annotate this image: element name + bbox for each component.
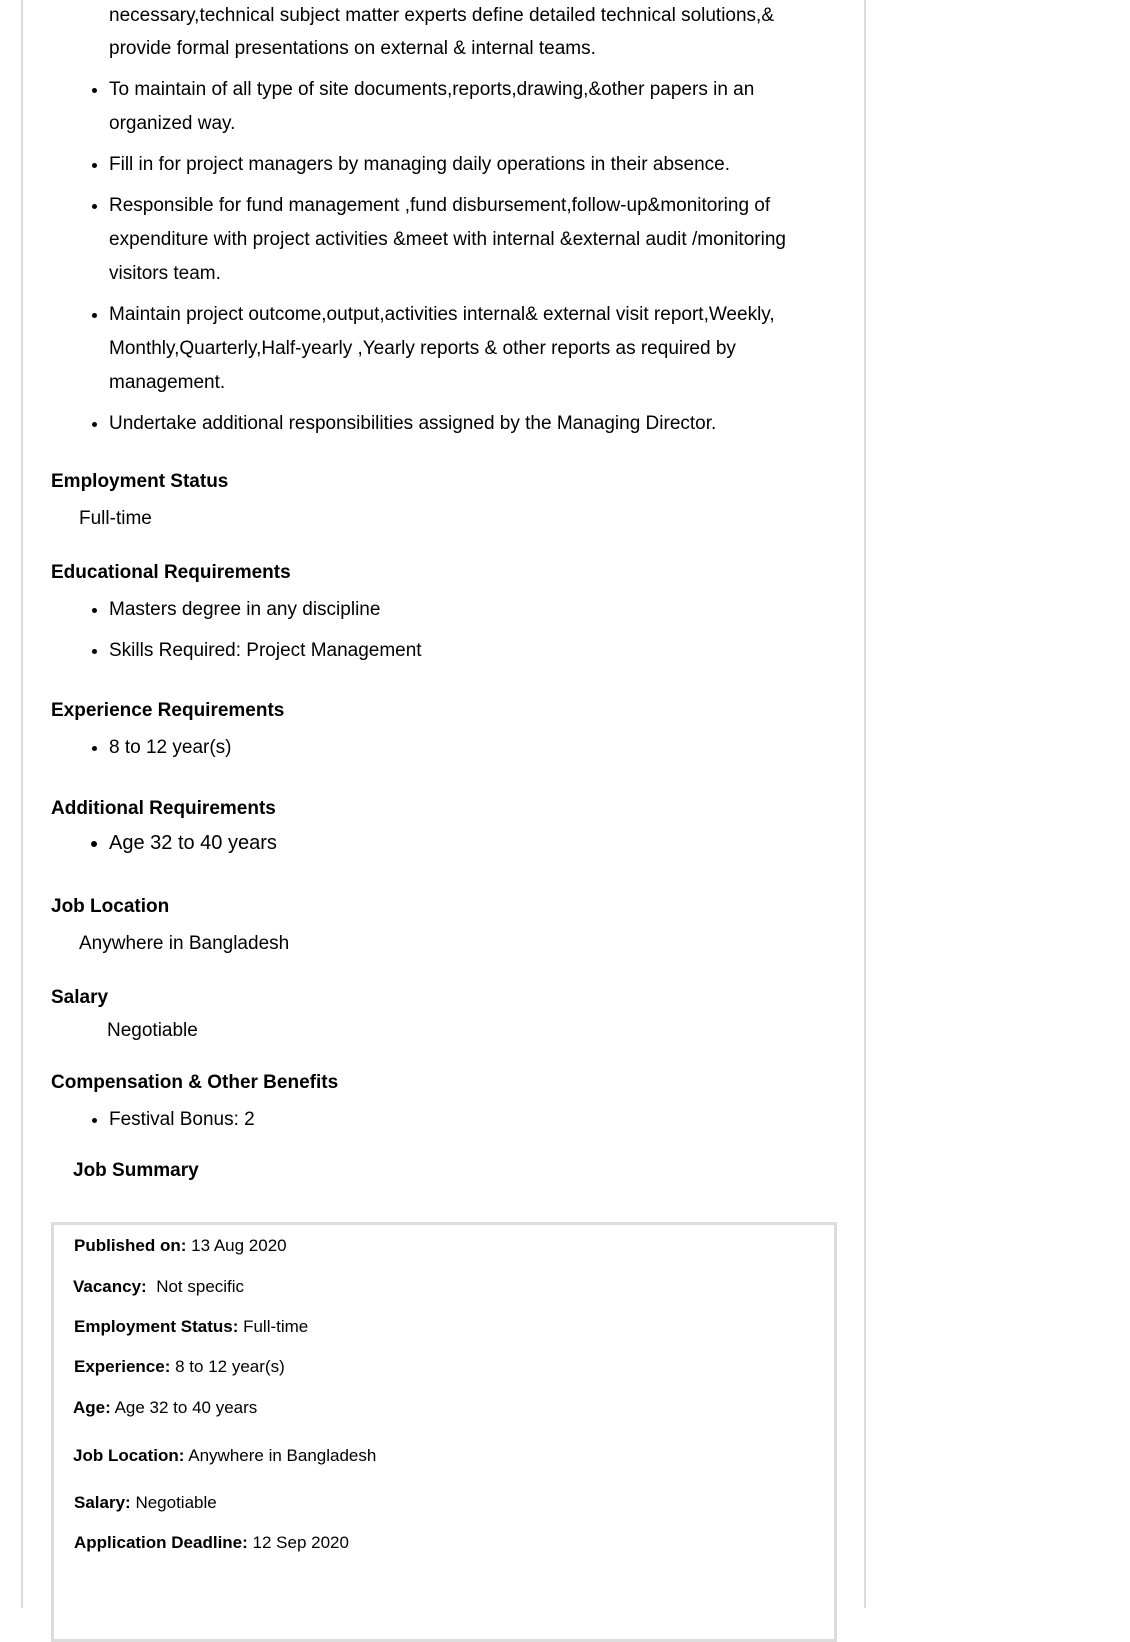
location-value: Anywhere in Bangladesh [79,933,290,954]
summary-label: Application Deadline: [74,1533,248,1552]
summary-value: Not specific [151,1277,245,1296]
responsibility-item: • Undertake additional responsibilities assigned by the Managing Director. [109,407,841,441]
summary-value: Age 32 to 40 years [114,1398,258,1417]
summary-employment-status [74,1316,308,1338]
summary-label: Published on: [74,1236,187,1255]
responsibility-item: • Fill in for project managers by managing daily operations in their absence. [109,148,841,182]
benefits-heading: Compensation & Other Benefits [51,1072,339,1093]
benefits-section [51,1071,841,1149]
summary-value: Negotiable [135,1493,217,1512]
summary-vacancy [73,1276,244,1298]
summary-value: 12 Sep 2020 [252,1533,349,1552]
job-details [51,0,841,1181]
summary-title: Job Summary [73,1160,199,1181]
location-heading: Job Location [51,896,170,917]
salary-value: Negotiable [107,1020,198,1041]
education-heading: Educational Requirements [51,562,291,583]
salary-heading: Salary [51,987,109,1008]
additional-heading: Additional Requirements [51,798,276,819]
summary-label: Age: [73,1398,111,1417]
responsibility-item: • Maintain project outcome,output,activities internal& external visit report,Weekly, Monthly,Quarterly,Half-yearly ,Yearly reports & other reports as required by management. [109,298,841,400]
responsibility-item: • Responsible for fund management ,fund disbursement,follow-up&monitoring of expenditure with project activities &meet with internal &external audit /monitoring visitors team. [109,189,841,291]
education-item: • Skills Required: Project Management [109,639,841,663]
employment-status-heading: Employment Status [51,471,229,492]
job-summary-box [51,1222,837,1642]
additional-item: • Age 32 to 40 years [109,831,841,855]
responsibility-continued: necessary,technical subject matter experts define detailed technical solutions,& provide formal presentations on external & internal teams. [109,5,775,59]
additional-section [51,797,841,872]
experience-heading: Experience Requirements [51,700,285,721]
additional-list [51,831,841,855]
summary-label: Experience: [74,1357,171,1376]
education-list [51,598,841,663]
experience-item: • 8 to 12 year(s) [109,736,841,760]
summary-value: 8 to 12 year(s) [175,1357,285,1376]
experience-section [51,699,841,777]
summary-label: Job Location: [73,1446,185,1465]
summary-value: Full-time [243,1317,309,1336]
responsibilities-list [51,0,841,441]
summary-experience [74,1356,285,1378]
benefits-item: • Festival Bonus: 2 [109,1108,841,1132]
responsibility-item: • To maintain of all type of site documents,reports,drawing,&other papers in an organized way. [109,73,841,141]
summary-value: Anywhere in Bangladesh [188,1446,377,1465]
summary-value: 13 Aug 2020 [191,1236,287,1255]
experience-list [51,736,841,760]
summary-published [74,1235,287,1257]
education-item: • Masters degree in any discipline [109,598,841,622]
summary-salary [74,1492,217,1514]
summary-label: Vacancy: [73,1277,147,1296]
summary-label: Employment Status: [74,1317,239,1336]
summary-job-location [73,1445,376,1467]
education-section [51,561,841,680]
employment-status-value: Full-time [79,508,152,529]
summary-label: Salary: [74,1493,131,1512]
employment-status-section [51,470,228,531]
salary-section [51,986,198,1043]
summary-title-wrap [51,1159,199,1183]
summary-deadline [74,1532,349,1554]
benefits-list [51,1108,841,1132]
summary-age [73,1397,257,1419]
location-section [51,895,289,956]
